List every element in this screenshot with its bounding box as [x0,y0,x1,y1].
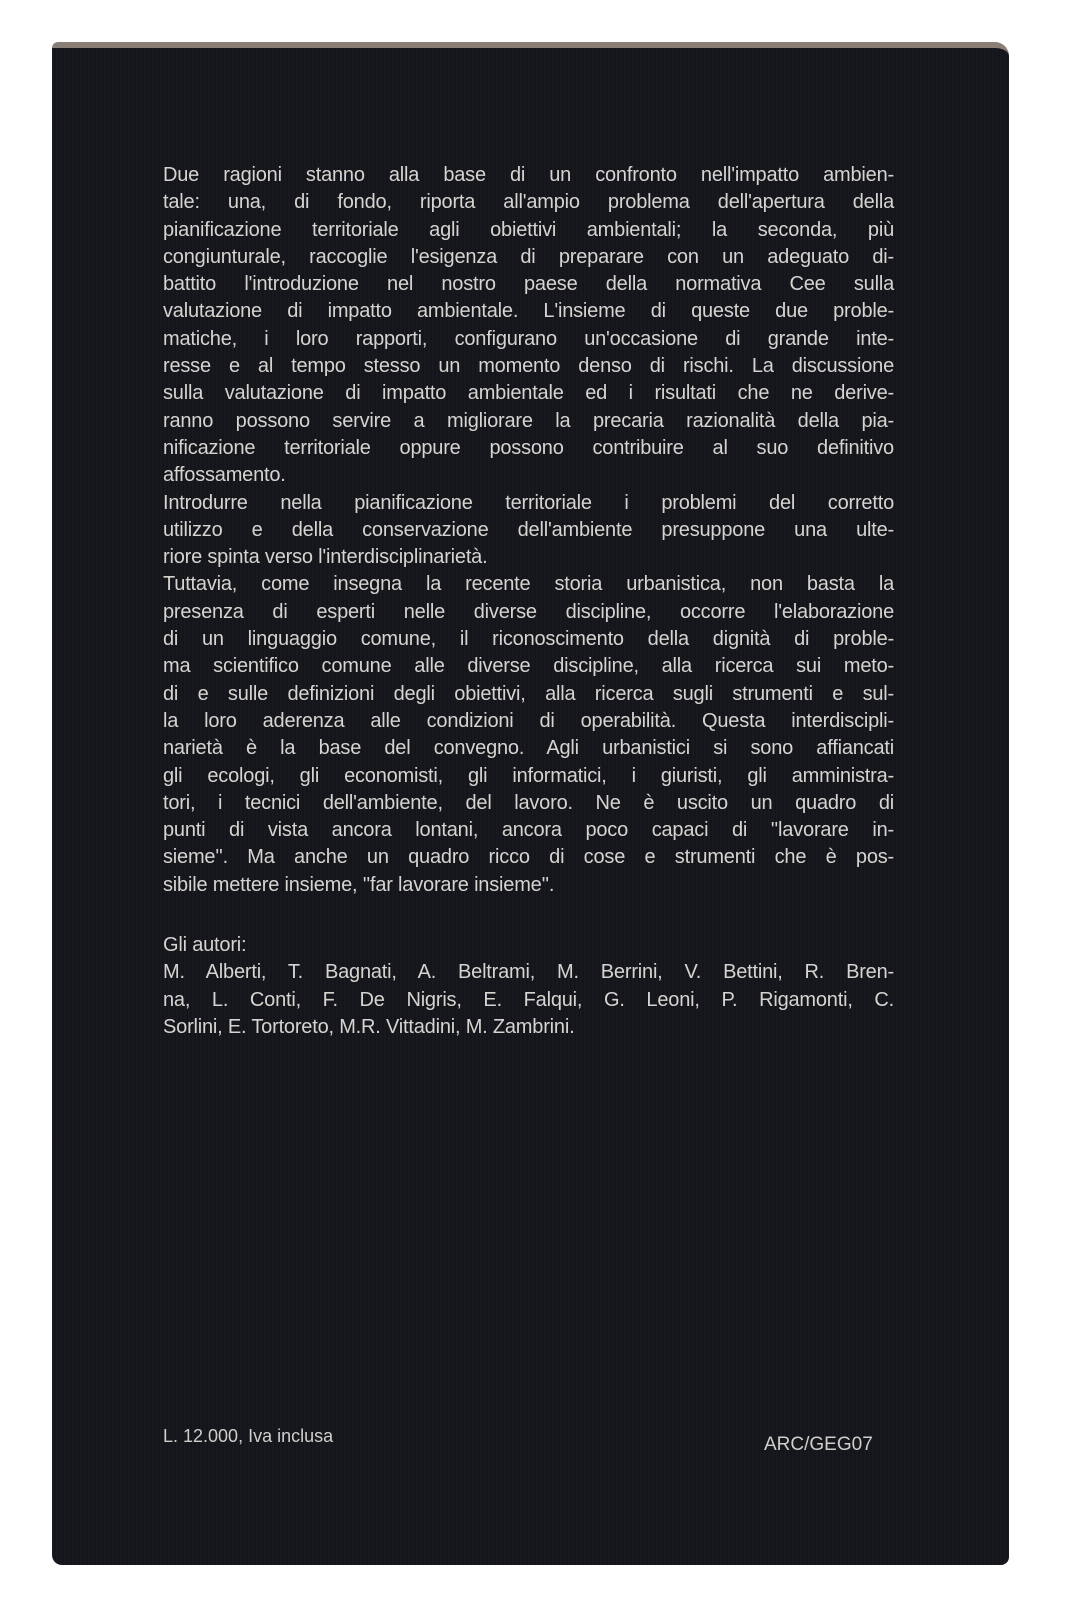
paragraph [163,162,894,490]
text-line: affossamento. [163,464,286,487]
authors-line: na, L. Conti, F. De Nigris, E. Falqui, G. Leoni, P. Rigamonti, C. [163,988,894,1011]
authors-line: Sorlini, E. Tortoreto, M.R. Vittadini, M. Zambrini. [163,1015,575,1038]
text-line: sulla valutazione di impatto ambientale ed i risultati che ne derive- [163,382,894,405]
text-line: battito l'introduzione nel nostro paese della normativa Cee sulla [163,273,894,296]
text-line: resse e al tempo stesso un momento denso di rischi. La discussione [163,355,894,378]
text-line: presenza di esperti nelle diverse discipline, occorre l'elaborazione [163,600,894,623]
paragraph [163,571,894,899]
text-line: narietà è la base del convegno. Agli urbanistici si sono affiancati [163,737,894,760]
text-line: di un linguaggio comune, il riconoscimento della dignità di proble- [163,628,894,651]
text-line: tori, i tecnici dell'ambiente, del lavoro. Ne è uscito un quadro di [163,791,894,814]
text-line: sibile mettere insieme, ''far lavorare insieme''. [163,873,555,896]
text-line: ma scientifico comune alle diverse discipline, alla ricerca sui meto- [163,655,894,678]
text-line: riore spinta verso l'interdisciplinarietà. [163,546,488,569]
text-line: valutazione di impatto ambientale. L'insieme di queste due proble- [163,300,894,323]
text-line: Introdurre nella pianificazione territoriale i problemi del corretto [163,491,894,514]
authors-section [163,932,894,1041]
text-line: Due ragioni stanno alla base di un confronto nell'impatto ambien- [163,164,894,186]
text-line: gli ecologi, gli economisti, gli informatici, i giuristi, gli amministra- [163,764,894,787]
text-line: utilizzo e della conservazione dell'ambiente presuppone una ulte- [163,518,894,541]
text-line: la loro aderenza alle condizioni di operabilità. Questa interdiscipli- [163,709,894,732]
text-line: di e sulle definizioni degli obiettivi, alla ricerca sugli strumenti e sul- [163,682,894,705]
text-line: Tuttavia, come insegna la recente storia urbanistica, non basta la [163,573,894,596]
text-line: sieme''. Ma anche un quadro ricco di cose e strumenti che è pos- [163,846,894,869]
blurb-text [163,162,894,899]
catalog-code: ARC/GEG07 [764,1434,873,1455]
text-line: tale: una, di fondo, riporta all'ampio problema dell'apertura della [163,191,894,214]
book-back-cover [52,42,1009,1565]
authors-heading: Gli autori: [163,934,247,956]
text-line: congiunturale, raccoglie l'esigenza di preparare con un adeguato di- [163,245,894,268]
authors-line: M. Alberti, T. Bagnati, A. Beltrami, M. Berrini, V. Bettini, R. Bren- [163,961,894,984]
paragraph [163,490,894,572]
text-line: ranno possono servire a migliorare la precaria razionalità della pia- [163,409,894,432]
text-line: nificazione territoriale oppure possono contribuire al suo definitivo [163,436,894,459]
price-label: L. 12.000, Iva inclusa [163,1426,334,1446]
text-line: pianificazione territoriale agli obiettivi ambientali; la seconda, più [163,218,894,241]
text-line: punti di vista ancora lontani, ancora poco capaci di ''lavorare in- [163,819,894,842]
text-line: matiche, i loro rapporti, configurano un'occasione di grande inte- [163,327,894,350]
